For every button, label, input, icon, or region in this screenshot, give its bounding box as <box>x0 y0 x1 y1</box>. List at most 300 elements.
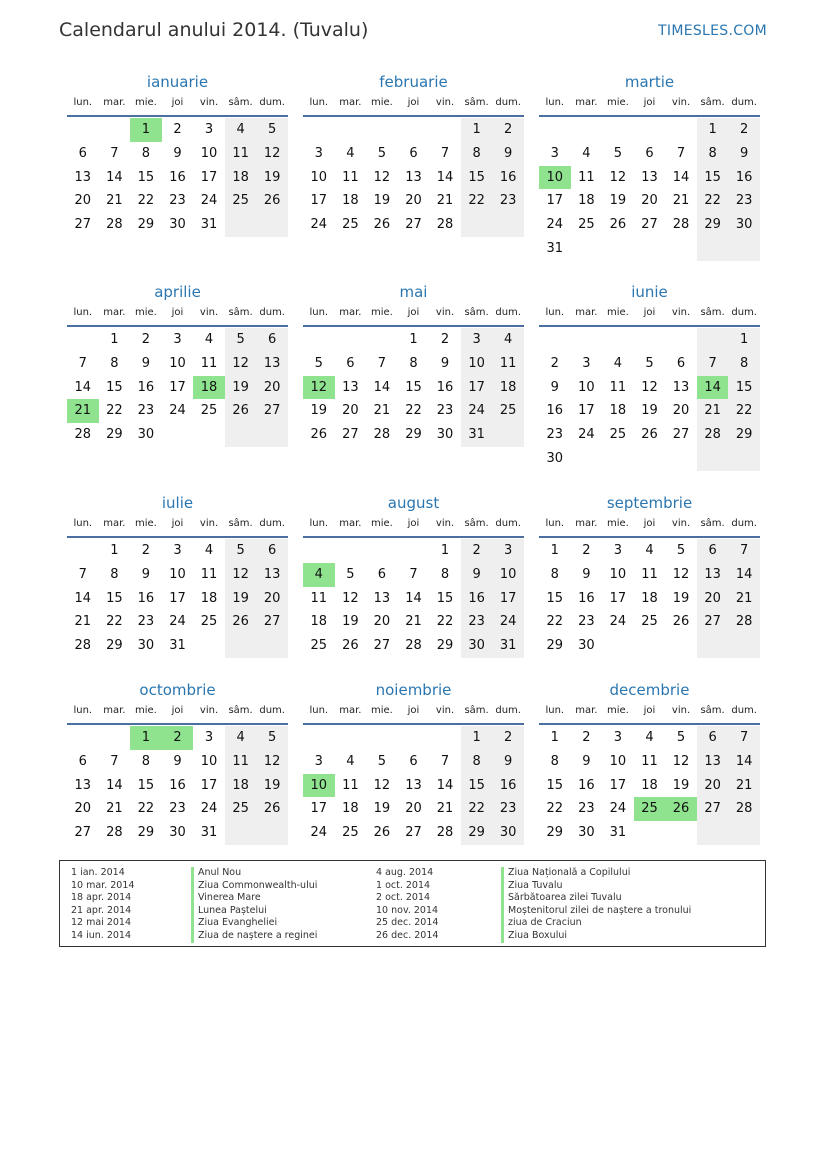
day-cell: 25 <box>342 825 359 841</box>
day-cell: 29 <box>405 427 422 443</box>
day-cell: 13 <box>256 352 288 376</box>
day-cell: 3 <box>492 539 524 563</box>
month-noiembrie <box>303 679 524 845</box>
day-cell: 3 <box>204 122 214 137</box>
day-cell: 7 <box>78 566 87 582</box>
day-grid <box>539 118 760 261</box>
weekday-label: joi <box>643 307 656 318</box>
day-cell: 22 <box>405 403 422 419</box>
day-cell: 3 <box>173 543 182 558</box>
empty-cell <box>602 237 634 261</box>
weekday-label: mie. <box>606 518 629 529</box>
day-cell: 6 <box>409 145 418 161</box>
day-cell: 27 <box>373 638 391 654</box>
day-cell: 29 <box>728 423 760 447</box>
weekday-label: joi <box>407 518 420 529</box>
month-name: mai <box>399 283 428 301</box>
day-cell: 13 <box>74 777 92 793</box>
day-cell: 9 <box>582 566 591 582</box>
day-cell: 6 <box>409 753 418 769</box>
empty-cell <box>256 423 288 447</box>
day-cell: 14 <box>74 590 92 606</box>
weekday-header <box>67 514 288 538</box>
empty-cell <box>366 328 398 352</box>
empty-cell <box>225 821 257 845</box>
month-aprilie <box>67 281 288 447</box>
empty-cell <box>193 423 225 447</box>
day-cell: 22 <box>137 801 155 817</box>
day-cell: 13 <box>697 750 729 774</box>
day-cell: 26 <box>225 610 257 634</box>
day-cell: 21 <box>106 801 123 817</box>
month-august <box>303 492 524 658</box>
day-cell: 14 <box>728 750 760 774</box>
day-cell: 10 <box>303 774 335 798</box>
empty-cell <box>697 634 729 658</box>
day-cell: 15 <box>106 590 123 606</box>
day-cell: 28 <box>697 423 729 447</box>
weekday-label: mar. <box>575 307 598 318</box>
day-cell: 1 <box>440 543 450 558</box>
day-cell: 5 <box>256 118 288 142</box>
legend-holiday-name: ziua de Craciun <box>501 917 691 930</box>
empty-cell <box>602 447 634 471</box>
day-cell: 29 <box>546 825 564 841</box>
day-cell: 7 <box>409 566 418 582</box>
day-cell: 23 <box>137 403 155 419</box>
day-cell: 18 <box>609 403 627 419</box>
day-cell: 10 <box>169 566 186 582</box>
day-cell: 20 <box>256 376 288 400</box>
day-cell: 1 <box>550 730 559 745</box>
month-name: noiembrie <box>375 681 452 699</box>
day-cell: 21 <box>106 193 123 209</box>
day-cell: 24 <box>200 801 218 817</box>
weekday-label: mie. <box>370 518 393 529</box>
day-cell: 3 <box>613 543 623 558</box>
weekday-label: lun. <box>545 307 565 318</box>
day-cell: 26 <box>225 399 257 423</box>
day-cell: 24 <box>310 825 328 841</box>
empty-cell <box>571 447 603 471</box>
day-cell: 31 <box>609 825 627 841</box>
day-cell: 11 <box>342 777 359 793</box>
day-cell: 7 <box>440 145 450 161</box>
day-cell: 25 <box>225 797 257 821</box>
empty-cell <box>193 634 225 658</box>
weekday-label: mar. <box>339 97 362 108</box>
holiday-legend <box>59 860 766 947</box>
day-cell: 16 <box>137 590 155 606</box>
weekday-label: mie. <box>134 705 157 716</box>
brand-link[interactable]: TIMESLES.COM <box>658 23 767 39</box>
weekday-label: vin. <box>435 307 455 318</box>
day-grid <box>67 726 288 845</box>
day-cell: 22 <box>728 399 760 423</box>
day-cell: 19 <box>342 614 359 630</box>
day-cell: 25 <box>641 614 658 630</box>
day-cell: 8 <box>697 142 729 166</box>
weekday-label: vin. <box>199 705 219 716</box>
day-cell: 11 <box>225 750 257 774</box>
day-cell: 22 <box>461 797 493 821</box>
weekday-label: vin. <box>199 307 219 318</box>
day-cell: 12 <box>225 352 257 376</box>
empty-cell <box>634 237 666 261</box>
legend-date: 1 oct. 2014 <box>376 879 431 891</box>
empty-cell <box>602 328 634 352</box>
empty-cell <box>665 447 697 471</box>
day-cell: 16 <box>578 590 595 606</box>
month-ianuarie <box>67 71 288 237</box>
day-cell: 14 <box>106 777 123 793</box>
empty-cell <box>728 634 760 658</box>
day-cell: 5 <box>346 566 355 582</box>
day-cell: 13 <box>405 777 422 793</box>
day-cell: 23 <box>546 427 564 443</box>
day-cell: 29 <box>106 638 123 654</box>
empty-cell <box>99 118 131 142</box>
day-cell: 30 <box>728 213 760 237</box>
weekday-header <box>539 701 760 725</box>
day-cell: 1 <box>728 328 760 352</box>
weekday-label: lun. <box>545 97 565 108</box>
empty-cell <box>225 213 257 237</box>
month-name: decembrie <box>609 681 690 699</box>
legend-date: 12 mai 2014 <box>71 917 132 929</box>
day-grid <box>67 118 288 237</box>
legend-date: 18 apr. 2014 <box>71 892 132 904</box>
day-cell: 26 <box>373 825 391 841</box>
day-cell: 25 <box>225 189 257 213</box>
weekday-label: mar. <box>103 518 126 529</box>
weekday-label: vin. <box>671 518 691 529</box>
empty-cell <box>429 118 461 142</box>
weekday-label: sâm. <box>700 705 725 716</box>
weekday-label: lun. <box>73 705 93 716</box>
day-cell: 25 <box>609 427 627 443</box>
empty-cell <box>303 726 335 750</box>
empty-cell <box>571 237 603 261</box>
day-cell: 1 <box>697 118 729 142</box>
day-cell: 18 <box>225 774 257 798</box>
weekday-label: sâm. <box>228 307 253 318</box>
weekday-label: vin. <box>671 97 691 108</box>
day-cell: 21 <box>436 193 454 209</box>
day-grid <box>303 328 524 447</box>
day-cell: 16 <box>137 379 155 395</box>
day-cell: 8 <box>550 753 559 769</box>
day-cell: 20 <box>405 193 422 209</box>
weekday-label: mie. <box>370 705 393 716</box>
day-cell: 9 <box>550 379 559 395</box>
empty-cell <box>697 237 729 261</box>
day-cell: 29 <box>137 825 155 841</box>
empty-cell <box>303 328 335 352</box>
empty-cell <box>366 726 398 750</box>
weekday-label: sâm. <box>228 518 253 529</box>
day-cell: 23 <box>169 801 186 817</box>
day-cell: 11 <box>342 169 359 185</box>
day-cell: 19 <box>672 590 690 606</box>
day-cell: 22 <box>106 614 123 630</box>
empty-cell <box>492 213 524 237</box>
day-cell: 26 <box>256 797 288 821</box>
weekday-label: dum. <box>495 705 521 716</box>
legend-holiday-name: Sărbătoarea zilei Tuvalu <box>501 892 691 905</box>
day-cell: 31 <box>492 634 524 658</box>
day-cell: 10 <box>169 355 186 371</box>
day-cell: 24 <box>200 193 218 209</box>
day-cell: 8 <box>110 566 119 582</box>
day-cell: 18 <box>200 590 218 606</box>
day-cell: 3 <box>613 730 623 745</box>
day-cell: 14 <box>697 376 729 400</box>
empty-cell <box>697 821 729 845</box>
empty-cell <box>634 634 666 658</box>
day-cell: 2 <box>550 355 559 371</box>
month-iulie <box>67 492 288 658</box>
empty-cell <box>398 726 430 750</box>
weekday-label: mie. <box>370 307 393 318</box>
empty-cell <box>366 118 398 142</box>
day-cell: 1 <box>550 543 559 558</box>
empty-cell <box>335 726 367 750</box>
month-name: iulie <box>161 494 194 512</box>
day-cell: 29 <box>461 821 493 845</box>
day-cell: 17 <box>492 587 524 611</box>
day-cell: 8 <box>409 355 418 371</box>
weekday-label: dum. <box>259 518 285 529</box>
day-cell: 20 <box>672 403 690 419</box>
empty-cell <box>634 118 666 142</box>
day-cell: 11 <box>609 379 627 395</box>
legend-holiday-name: Ziua Evangheliei <box>191 917 317 930</box>
day-cell: 1 <box>461 726 493 750</box>
day-grid <box>303 539 524 658</box>
day-cell: 16 <box>492 166 524 190</box>
day-cell: 8 <box>728 352 760 376</box>
day-cell: 28 <box>436 825 454 841</box>
empty-cell <box>461 213 493 237</box>
day-cell: 24 <box>609 801 627 817</box>
weekday-label: sâm. <box>464 307 489 318</box>
empty-cell <box>225 423 257 447</box>
legend-names-right <box>501 867 691 943</box>
weekday-label: dum. <box>259 307 285 318</box>
day-cell: 1 <box>110 332 119 347</box>
weekday-label: mie. <box>134 518 157 529</box>
empty-cell <box>398 539 430 563</box>
legend-names-left <box>191 867 317 943</box>
day-cell: 10 <box>310 169 328 185</box>
day-cell: 27 <box>641 217 658 233</box>
legend-holiday-name: Ziua de naștere a reginei <box>191 930 317 943</box>
weekday-label: vin. <box>671 307 691 318</box>
day-cell: 19 <box>256 166 288 190</box>
day-cell: 24 <box>609 614 627 630</box>
day-grid <box>67 328 288 447</box>
day-cell: 25 <box>342 217 359 233</box>
empty-cell <box>225 634 257 658</box>
day-cell: 23 <box>578 801 595 817</box>
day-cell: 12 <box>256 750 288 774</box>
day-cell: 9 <box>173 753 182 769</box>
empty-cell <box>539 118 571 142</box>
day-cell: 26 <box>342 638 359 654</box>
weekday-label: sâm. <box>464 518 489 529</box>
empty-cell <box>697 447 729 471</box>
legend-holiday-name: Lunea Paștelui <box>191 905 317 918</box>
empty-cell <box>366 539 398 563</box>
weekday-label: sâm. <box>700 307 725 318</box>
day-cell: 23 <box>492 797 524 821</box>
weekday-label: mar. <box>575 97 598 108</box>
day-cell: 30 <box>169 825 186 841</box>
day-cell: 4 <box>645 730 654 745</box>
day-cell: 21 <box>405 614 422 630</box>
day-cell: 8 <box>110 355 119 371</box>
month-decembrie <box>539 679 760 845</box>
month-name: august <box>387 494 440 512</box>
day-cell: 2 <box>728 118 760 142</box>
day-cell: 16 <box>728 166 760 190</box>
day-cell: 8 <box>461 142 493 166</box>
day-cell: 19 <box>672 777 690 793</box>
day-cell: 2 <box>162 726 194 750</box>
weekday-label: mar. <box>575 518 598 529</box>
day-cell: 25 <box>634 797 666 821</box>
day-cell: 9 <box>492 142 524 166</box>
weekday-label: lun. <box>545 705 565 716</box>
day-cell: 26 <box>373 217 391 233</box>
day-cell: 15 <box>405 379 422 395</box>
day-cell: 29 <box>137 217 155 233</box>
day-cell: 27 <box>672 427 690 443</box>
day-cell: 11 <box>492 352 524 376</box>
day-cell: 4 <box>303 563 335 587</box>
weekday-header <box>539 514 760 538</box>
legend-holiday-name: Anul Nou <box>191 867 317 880</box>
day-cell: 6 <box>256 539 288 563</box>
day-cell: 28 <box>728 610 760 634</box>
day-cell: 5 <box>377 753 387 769</box>
day-cell: 7 <box>676 145 686 161</box>
day-cell: 21 <box>728 774 760 798</box>
day-cell: 1 <box>130 726 162 750</box>
weekday-label: sâm. <box>700 518 725 529</box>
legend-date: 2 oct. 2014 <box>376 892 431 904</box>
empty-cell <box>728 821 760 845</box>
day-cell: 26 <box>641 427 658 443</box>
day-cell: 3 <box>582 355 591 371</box>
day-cell: 9 <box>582 753 591 769</box>
day-cell: 10 <box>492 563 524 587</box>
empty-cell <box>256 634 288 658</box>
day-cell: 5 <box>676 543 686 558</box>
day-cell: 7 <box>110 145 119 161</box>
day-cell: 6 <box>256 328 288 352</box>
month-name: octombrie <box>139 681 216 699</box>
empty-cell <box>665 634 697 658</box>
weekday-label: mar. <box>103 307 126 318</box>
month-septembrie <box>539 492 760 658</box>
day-cell: 20 <box>405 801 422 817</box>
day-cell: 19 <box>609 193 627 209</box>
day-cell: 20 <box>641 193 658 209</box>
day-cell: 11 <box>225 142 257 166</box>
day-cell: 6 <box>676 355 686 371</box>
day-cell: 14 <box>436 169 454 185</box>
day-cell: 26 <box>672 614 690 630</box>
empty-cell <box>634 447 666 471</box>
day-cell: 9 <box>173 145 182 161</box>
weekday-label: lun. <box>73 97 93 108</box>
day-cell: 10 <box>200 145 218 161</box>
day-cell: 21 <box>74 614 92 630</box>
day-cell: 5 <box>613 145 623 161</box>
day-cell: 14 <box>436 777 454 793</box>
month-iunie <box>539 281 760 471</box>
day-cell: 5 <box>256 726 288 750</box>
weekday-label: lun. <box>545 518 565 529</box>
weekday-label: mie. <box>606 97 629 108</box>
day-cell: 31 <box>169 638 186 654</box>
day-cell: 30 <box>137 638 155 654</box>
empty-cell <box>162 423 194 447</box>
day-cell: 15 <box>137 777 155 793</box>
day-cell: 5 <box>225 539 257 563</box>
day-cell: 19 <box>225 376 257 400</box>
day-cell: 9 <box>141 566 151 582</box>
weekday-header <box>67 701 288 725</box>
empty-cell <box>697 328 729 352</box>
day-cell: 12 <box>303 376 335 400</box>
month-name: martie <box>624 73 675 91</box>
empty-cell <box>602 118 634 142</box>
day-cell: 18 <box>641 590 658 606</box>
empty-cell <box>539 328 571 352</box>
day-cell: 16 <box>169 169 186 185</box>
day-cell: 19 <box>256 774 288 798</box>
day-cell: 24 <box>578 427 595 443</box>
day-cell: 17 <box>461 376 493 400</box>
day-grid <box>539 539 760 658</box>
empty-cell <box>303 539 335 563</box>
day-cell: 2 <box>141 543 151 558</box>
day-cell: 18 <box>578 193 595 209</box>
day-cell: 10 <box>200 753 218 769</box>
empty-cell <box>303 118 335 142</box>
day-cell: 7 <box>377 355 387 371</box>
day-cell: 20 <box>697 587 729 611</box>
weekday-label: dum. <box>731 518 757 529</box>
day-cell: 3 <box>314 145 323 161</box>
weekday-label: joi <box>643 97 656 108</box>
day-cell: 12 <box>641 379 658 395</box>
day-cell: 7 <box>728 539 760 563</box>
day-cell: 19 <box>373 801 391 817</box>
month-februarie <box>303 71 524 237</box>
day-cell: 11 <box>200 566 218 582</box>
day-cell: 5 <box>377 145 387 161</box>
empty-cell <box>67 539 99 563</box>
month-name: ianuarie <box>146 73 209 91</box>
day-cell: 27 <box>74 217 92 233</box>
day-cell: 6 <box>377 566 387 582</box>
day-cell: 22 <box>137 193 155 209</box>
weekday-label: mie. <box>134 307 157 318</box>
